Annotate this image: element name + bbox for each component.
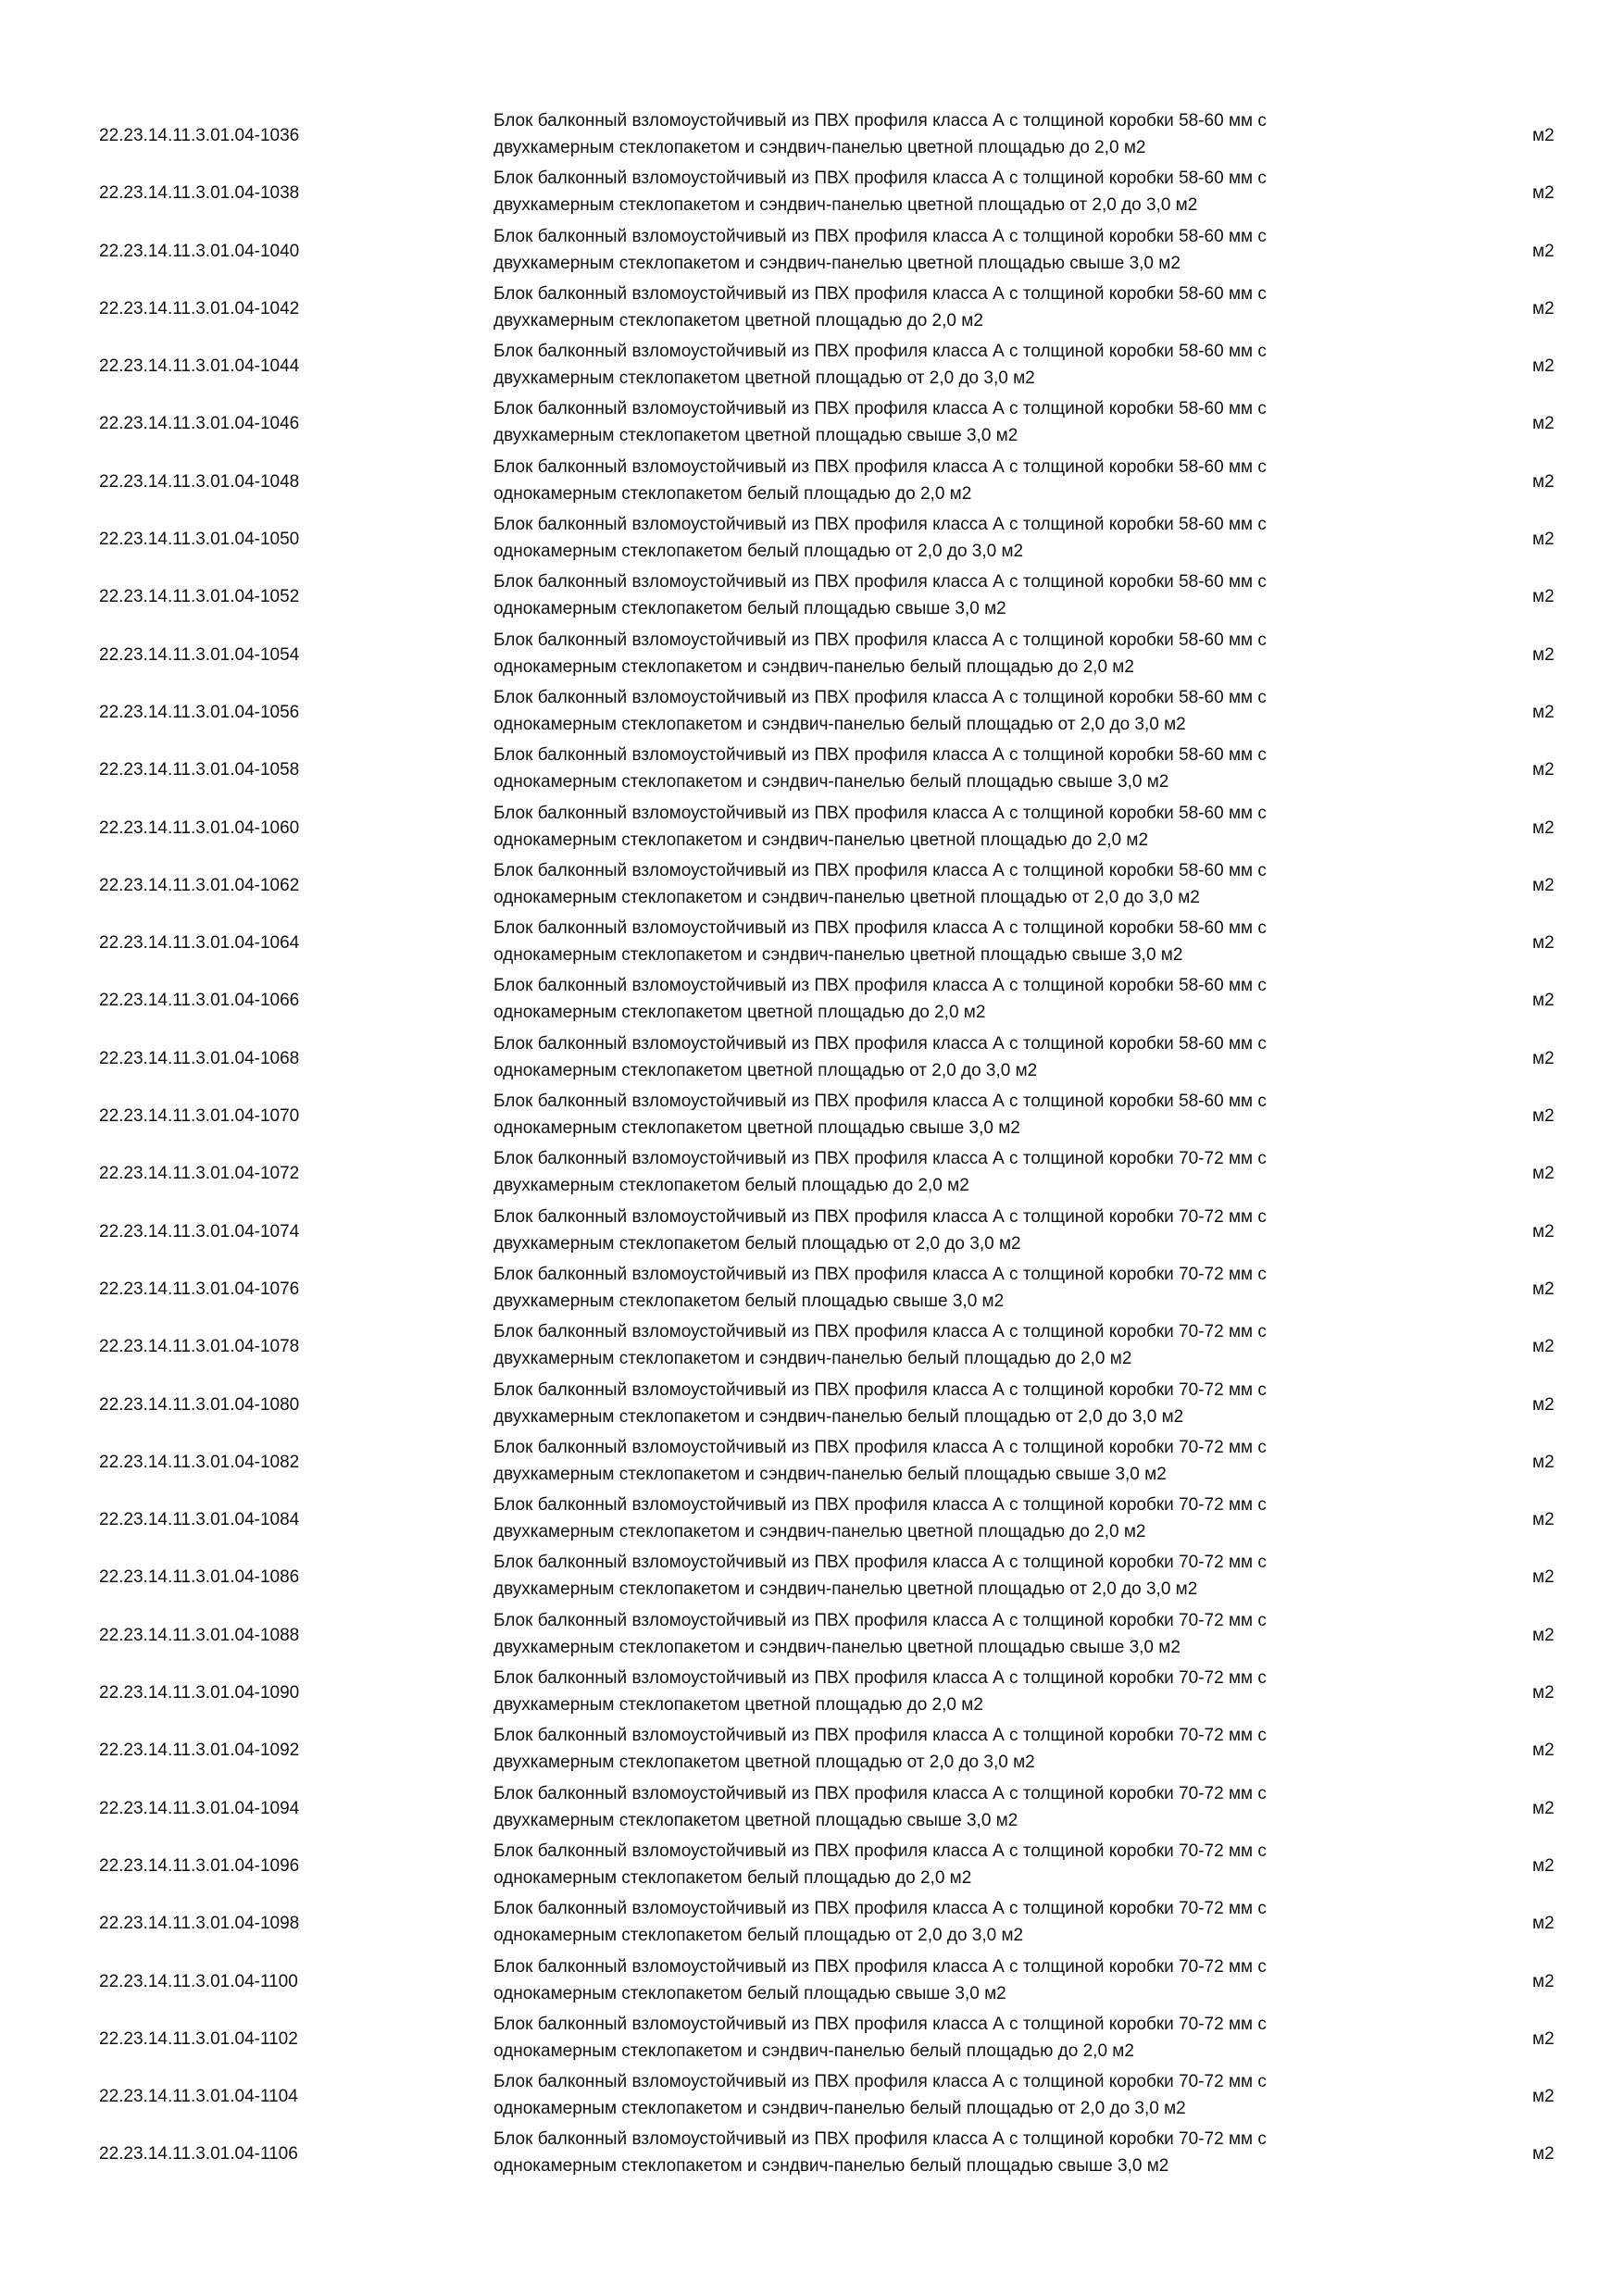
item-description-line-2: однокамерным стеклопакетом и сэндвич-панелью белый площадью до 2,0 м2: [493, 2040, 1134, 2061]
table-row: [0, 566, 1624, 623]
item-description-line-1: Блок балконный взломоустойчивый из ПВХ профиля класса А с толщиной коробки 58-60 мм с: [493, 283, 1267, 304]
item-description-line-1: Блок балконный взломоустойчивый из ПВХ профиля класса А с толщиной коробки 70-72 мм с: [493, 1437, 1267, 1457]
item-description: [493, 1895, 1419, 1949]
item-description-line-2: двухкамерным стеклопакетом и сэндвич-панелью белый площадью от 2,0 до 3,0 м2: [493, 1406, 1184, 1427]
item-description-line-1: Блок балконный взломоустойчивый из ПВХ профиля класса А с толщиной коробки 70-72 мм с: [493, 1841, 1267, 1861]
table-row: [0, 162, 1624, 219]
item-description-line-2: двухкамерным стеклопакетом белый площадью от 2,0 до 3,0 м2: [493, 1233, 1021, 1254]
item-description-line-1: Блок балконный взломоустойчивый из ПВХ профиля класса А с толщиной коробки 70-72 мм с: [493, 1206, 1267, 1227]
item-description-line-1: Блок балконный взломоустойчивый из ПВХ профиля класса А с толщиной коробки 58-60 мм с: [493, 803, 1267, 823]
item-description-line-2: двухкамерным стеклопакетом и сэндвич-панелью цветной площадью от 2,0 до 3,0 м2: [493, 195, 1198, 216]
item-description-line-2: двухкамерным стеклопакетом и сэндвич-панелью цветной площадью от 2,0 до 3,0 м2: [493, 1579, 1198, 1600]
item-code: 22.23.14.11.3.01.04-1086: [99, 1567, 300, 1588]
item-code: 22.23.14.11.3.01.04-1044: [99, 356, 300, 377]
item-unit: м2: [1532, 1741, 1555, 1761]
table-row: [0, 797, 1624, 855]
item-description: [493, 800, 1419, 854]
item-description-line-2: двухкамерным стеклопакетом цветной площадью свыше 3,0 м2: [493, 1810, 1018, 1830]
table-row: [0, 2123, 1624, 2180]
item-code: 22.23.14.11.3.01.04-1058: [99, 760, 300, 780]
item-code: 22.23.14.11.3.01.04-1098: [99, 1914, 300, 1934]
item-description-line-1: Блок балконный взломоустойчивый из ПВХ профиля класса А с толщиной коробки 70-72 мм с: [493, 2129, 1267, 2150]
item-unit: м2: [1532, 1279, 1555, 1299]
item-description-line-1: Блок балконный взломоустойчивый из ПВХ профиля класса А с толщиной коробки 58-60 мм с: [493, 456, 1267, 477]
item-unit: м2: [1532, 1798, 1555, 1818]
table-row: [0, 1604, 1624, 1662]
table-row: [0, 105, 1624, 162]
table-row: [0, 855, 1624, 912]
item-code: 22.23.14.11.3.01.04-1046: [99, 414, 300, 434]
item-description-line-2: однокамерным стеклопакетом и сэндвич-панелью белый площадью свыше 3,0 м2: [493, 772, 1169, 792]
table-row: [0, 1719, 1624, 1777]
item-unit: м2: [1532, 991, 1555, 1011]
item-description: [493, 2011, 1419, 2065]
item-description-line-2: двухкамерным стеклопакетом цветной площадью до 2,0 м2: [493, 310, 983, 331]
item-description-line-1: Блок балконный взломоустойчивый из ПВХ профиля класса А с толщиной коробки 70-72 мм с: [493, 1553, 1267, 1573]
item-code: 22.23.14.11.3.01.04-1040: [99, 241, 300, 261]
item-description-line-1: Блок балконный взломоустойчивый из ПВХ профиля класса А с толщиной коробки 58-60 мм с: [493, 1092, 1267, 1112]
item-description-line-2: однокамерным стеклопакетом и сэндвич-панелью белый площадью от 2,0 до 3,0 м2: [493, 714, 1186, 734]
item-description-line-1: Блок балконный взломоустойчивый из ПВХ профиля класса А с толщиной коробки 58-60 мм с: [493, 168, 1267, 189]
item-code: 22.23.14.11.3.01.04-1106: [99, 2144, 298, 2165]
item-code: 22.23.14.11.3.01.04-1080: [99, 1394, 300, 1415]
item-description-line-1: Блок балконный взломоустойчивый из ПВХ профиля класса А с толщиной коробки 70-72 мм с: [493, 1668, 1267, 1689]
item-code: 22.23.14.11.3.01.04-1078: [99, 1337, 300, 1357]
item-description-line-2: однокамерным стеклопакетом белый площадью от 2,0 до 3,0 м2: [493, 1926, 1024, 1946]
item-code: 22.23.14.11.3.01.04-1104: [99, 2087, 298, 2107]
item-unit: м2: [1532, 414, 1555, 434]
table-row: [0, 912, 1624, 969]
item-description-line-2: однокамерным стеклопакетом и сэндвич-панелью белый площадью до 2,0 м2: [493, 656, 1134, 677]
table-row: [0, 1142, 1624, 1200]
item-description-line-1: Блок балконный взломоустойчивый из ПВХ профиля класса А с толщиной коробки 58-60 мм с: [493, 226, 1267, 246]
item-description: [493, 2068, 1419, 2122]
item-unit: м2: [1532, 471, 1555, 492]
item-description: [493, 1491, 1419, 1545]
item-description-line-1: Блок балконный взломоустойчивый из ПВХ профиля класса А с толщиной коробки 70-72 мм с: [493, 1264, 1267, 1284]
item-description: [493, 742, 1419, 795]
item-description-line-2: двухкамерным стеклопакетом цветной площадью до 2,0 м2: [493, 1695, 983, 1716]
item-description-line-1: Блок балконный взломоустойчивый из ПВХ профиля класса А с толщиной коробки 58-60 мм с: [493, 1033, 1267, 1054]
item-unit: м2: [1532, 1567, 1555, 1588]
item-code: 22.23.14.11.3.01.04-1096: [99, 1855, 300, 1876]
item-code: 22.23.14.11.3.01.04-1056: [99, 702, 300, 722]
table-row: [0, 1489, 1624, 1546]
item-unit: м2: [1532, 126, 1555, 145]
item-code: 22.23.14.11.3.01.04-1074: [99, 1221, 300, 1242]
item-unit: м2: [1532, 933, 1555, 954]
item-description: [493, 1377, 1419, 1430]
item-code: 22.23.14.11.3.01.04-1036: [99, 126, 300, 145]
item-description-line-2: двухкамерным стеклопакетом и сэндвич-панелью цветной площадью до 2,0 м2: [493, 138, 1146, 157]
item-unit: м2: [1532, 1452, 1555, 1472]
table-row: [0, 1835, 1624, 1892]
table-row: [0, 1258, 1624, 1316]
item-unit: м2: [1532, 2028, 1555, 2049]
item-description: [493, 1607, 1419, 1661]
item-description-line-2: двухкамерным стеклопакетом белый площадью свыше 3,0 м2: [493, 1291, 1005, 1311]
item-unit: м2: [1532, 1164, 1555, 1184]
item-description-line-1: Блок балконный взломоустойчивый из ПВХ профиля класса А с толщиной коробки 58-60 мм с: [493, 111, 1267, 131]
item-description-line-1: Блок балконный взломоустойчивый из ПВХ профиля класса А с толщиной коробки 70-72 мм с: [493, 2072, 1267, 2092]
item-code: 22.23.14.11.3.01.04-1042: [99, 298, 300, 318]
item-code: 22.23.14.11.3.01.04-1068: [99, 1048, 300, 1068]
item-description: [493, 1838, 1419, 1891]
item-description-line-2: однокамерным стеклопакетом и сэндвич-панелью цветной площадью до 2,0 м2: [493, 830, 1149, 850]
item-description-line-1: Блок балконный взломоустойчивый из ПВХ профиля класса А с толщиной коробки 70-72 мм с: [493, 1726, 1267, 1746]
item-description-line-1: Блок балконный взломоустойчивый из ПВХ профиля класса А с толщиной коробки 70-72 мм с: [493, 1783, 1267, 1803]
item-description-line-2: двухкамерным стеклопакетом цветной площадью свыше 3,0 м2: [493, 426, 1018, 446]
item-code: 22.23.14.11.3.01.04-1092: [99, 1741, 300, 1761]
item-code: 22.23.14.11.3.01.04-1084: [99, 1510, 300, 1530]
item-description: [493, 1722, 1419, 1776]
item-code: 22.23.14.11.3.01.04-1082: [99, 1452, 300, 1472]
item-description: [493, 627, 1419, 680]
item-description-line-2: однокамерным стеклопакетом белый площадью до 2,0 м2: [493, 1867, 972, 1888]
table-row: [0, 220, 1624, 278]
item-description: [493, 1318, 1419, 1372]
table-row: [0, 1662, 1624, 1719]
item-description: [493, 223, 1419, 277]
table-row: [0, 1778, 1624, 1835]
table-row: [0, 1316, 1624, 1373]
item-code: 22.23.14.11.3.01.04-1054: [99, 644, 300, 665]
item-description-line-2: двухкамерным стеклопакетом и сэндвич-панелью цветной площадью свыше 3,0 м2: [493, 253, 1181, 273]
item-unit: м2: [1532, 241, 1555, 261]
item-code: 22.23.14.11.3.01.04-1038: [99, 183, 300, 204]
item-code: 22.23.14.11.3.01.04-1070: [99, 1106, 300, 1127]
item-code: 22.23.14.11.3.01.04-1052: [99, 587, 300, 607]
item-description-line-1: Блок балконный взломоустойчивый из ПВХ профиля класса А с толщиной коробки 58-60 мм с: [493, 515, 1267, 535]
item-description: [493, 1088, 1419, 1142]
item-unit: м2: [1532, 183, 1555, 204]
item-description: [493, 511, 1419, 565]
item-unit: м2: [1532, 702, 1555, 722]
item-description-line-1: Блок балконный взломоустойчивый из ПВХ профиля класса А с толщиной коробки 70-72 мм с: [493, 1610, 1267, 1630]
item-description: [493, 1953, 1419, 2007]
item-description-line-1: Блок балконный взломоустойчивый из ПВХ профиля класса А с толщиной коробки 70-72 мм с: [493, 1379, 1267, 1400]
item-code: 22.23.14.11.3.01.04-1066: [99, 991, 300, 1011]
item-unit: м2: [1532, 356, 1555, 377]
table-row: [0, 739, 1624, 796]
item-unit: м2: [1532, 1683, 1555, 1703]
item-code: 22.23.14.11.3.01.04-1050: [99, 530, 300, 550]
item-code: 22.23.14.11.3.01.04-1064: [99, 933, 300, 954]
item-description-line-1: Блок балконный взломоустойчивый из ПВХ профиля класса А с толщиной коробки 58-60 мм с: [493, 342, 1267, 362]
item-code: 22.23.14.11.3.01.04-1048: [99, 471, 300, 492]
item-unit: м2: [1532, 644, 1555, 665]
item-unit: м2: [1532, 1855, 1555, 1876]
item-unit: м2: [1532, 1221, 1555, 1242]
item-description-line-1: Блок балконный взломоустойчивый из ПВХ профиля класса А с толщиной коробки 70-72 мм с: [493, 1956, 1267, 1977]
table-row: [0, 1951, 1624, 2008]
table-row: [0, 1374, 1624, 1431]
item-description-line-1: Блок балконный взломоустойчивый из ПВХ профиля класса А с толщиной коробки 70-72 мм с: [493, 2014, 1267, 2034]
table-row: [0, 335, 1624, 393]
table-row: [0, 278, 1624, 335]
item-description: [493, 454, 1419, 507]
item-description-line-1: Блок балконный взломоустойчивый из ПВХ профиля класса А с толщиной коробки 58-60 мм с: [493, 687, 1267, 707]
item-description: [493, 1204, 1419, 1257]
item-unit: м2: [1532, 2144, 1555, 2165]
item-unit: м2: [1532, 530, 1555, 550]
item-description: [493, 1434, 1419, 1488]
item-description-line-2: двухкамерным стеклопакетом цветной площадью от 2,0 до 3,0 м2: [493, 1753, 1035, 1773]
item-description-line-2: однокамерным стеклопакетом и сэндвич-панелью цветной площадью свыше 3,0 м2: [493, 945, 1183, 966]
item-unit: м2: [1532, 1914, 1555, 1934]
item-description: [493, 2126, 1419, 2179]
table-row: [0, 451, 1624, 508]
item-description-line-2: однокамерным стеклопакетом цветной площадью до 2,0 м2: [493, 1003, 986, 1023]
item-description-line-2: однокамерным стеклопакетом и сэндвич-панелью белый площадью свыше 3,0 м2: [493, 2156, 1169, 2177]
item-unit: м2: [1532, 1337, 1555, 1357]
item-description-line-1: Блок балконный взломоустойчивый из ПВХ профиля класса А с толщиной коробки 58-60 мм с: [493, 399, 1267, 419]
item-code: 22.23.14.11.3.01.04-1090: [99, 1683, 300, 1703]
item-code: 22.23.14.11.3.01.04-1062: [99, 875, 300, 895]
item-description-line-2: однокамерным стеклопакетом и сэндвич-панелью цветной площадью от 2,0 до 3,0 м2: [493, 887, 1200, 907]
item-description-line-2: двухкамерным стеклопакетом белый площадью до 2,0 м2: [493, 1176, 969, 1196]
table-row: [0, 1431, 1624, 1489]
item-description: [493, 1261, 1419, 1315]
item-description: [493, 684, 1419, 738]
item-description: [493, 1030, 1419, 1084]
item-description-line-1: Блок балконный взломоустойчивый из ПВХ профиля класса А с толщиной коробки 70-72 мм с: [493, 1899, 1267, 1919]
table-row: [0, 393, 1624, 450]
item-description-line-2: двухкамерным стеклопакетом и сэндвич-панелью цветной площадью свыше 3,0 м2: [493, 1637, 1181, 1657]
item-description: [493, 395, 1419, 449]
item-description-line-1: Блок балконный взломоустойчивый из ПВХ профиля класса А с толщиной коробки 58-60 мм с: [493, 745, 1267, 766]
item-description-line-2: однокамерным стеклопакетом белый площадью свыше 3,0 м2: [493, 599, 1006, 619]
item-description: [493, 338, 1419, 392]
item-unit: м2: [1532, 1394, 1555, 1415]
item-description: [493, 1549, 1419, 1603]
item-description-line-1: Блок балконный взломоустойчивый из ПВХ профиля класса А с толщиной коробки 58-60 мм с: [493, 860, 1267, 880]
item-description-line-2: однокамерным стеклопакетом белый площадью от 2,0 до 3,0 м2: [493, 542, 1024, 562]
table-row: [0, 624, 1624, 681]
item-description: [493, 1665, 1419, 1718]
item-code: 22.23.14.11.3.01.04-1076: [99, 1279, 300, 1299]
table-row: [0, 2065, 1624, 2123]
item-unit: м2: [1532, 875, 1555, 895]
item-description-line-2: двухкамерным стеклопакетом и сэндвич-панелью белый площадью до 2,0 м2: [493, 1349, 1132, 1369]
item-description: [493, 568, 1419, 622]
item-description-line-1: Блок балконный взломоустойчивый из ПВХ профиля класса А с толщиной коробки 58-60 мм с: [493, 572, 1267, 593]
item-description-line-2: однокамерным стеклопакетом цветной площадью от 2,0 до 3,0 м2: [493, 1060, 1038, 1080]
item-description: [493, 915, 1419, 968]
item-description-line-1: Блок балконный взломоустойчивый из ПВХ профиля класса А с толщиной коробки 58-60 мм с: [493, 918, 1267, 939]
item-description-line-1: Блок балконный взломоустойчивый из ПВХ профиля класса А с толщиной коробки 58-60 мм с: [493, 976, 1267, 996]
item-description-line-2: двухкамерным стеклопакетом и сэндвич-панелью цветной площадью до 2,0 м2: [493, 1522, 1146, 1542]
table-row: [0, 1085, 1624, 1142]
item-unit: м2: [1532, 1510, 1555, 1530]
item-description: [493, 857, 1419, 911]
table-row: [0, 1201, 1624, 1258]
table-row: [0, 1028, 1624, 1085]
table-row: [0, 969, 1624, 1027]
item-description: [493, 1780, 1419, 1834]
item-description: [493, 281, 1419, 334]
table-row: [0, 681, 1624, 739]
item-code: 22.23.14.11.3.01.04-1060: [99, 817, 300, 838]
item-unit: м2: [1532, 1048, 1555, 1068]
item-description-line-2: однокамерным стеклопакетом цветной площадью свыше 3,0 м2: [493, 1118, 1020, 1139]
item-description-line-2: однокамерным стеклопакетом и сэндвич-панелью белый площадью от 2,0 до 3,0 м2: [493, 2099, 1186, 2119]
item-description-line-2: однокамерным стеклопакетом белый площадью до 2,0 м2: [493, 483, 972, 504]
item-description: [493, 107, 1419, 161]
item-code: 22.23.14.11.3.01.04-1088: [99, 1625, 300, 1645]
item-description-line-1: Блок балконный взломоустойчивый из ПВХ профиля класса А с толщиной коробки 70-72 мм с: [493, 1149, 1267, 1169]
item-description-line-1: Блок балконный взломоустойчивый из ПВХ профиля класса А с толщиной коробки 70-72 мм с: [493, 1322, 1267, 1342]
catalog-table: [0, 105, 1624, 2181]
item-code: 22.23.14.11.3.01.04-1072: [99, 1164, 300, 1184]
item-description: [493, 972, 1419, 1026]
item-description: [493, 1145, 1419, 1199]
item-description-line-1: Блок балконный взломоустойчивый из ПВХ профиля класса А с толщиной коробки 70-72 мм с: [493, 1495, 1267, 1516]
item-unit: м2: [1532, 1625, 1555, 1645]
item-description-line-1: Блок балконный взломоустойчивый из ПВХ профиля класса А с толщиной коробки 58-60 мм с: [493, 630, 1267, 650]
item-unit: м2: [1532, 1971, 1555, 1991]
item-description: [493, 165, 1419, 218]
item-code: 22.23.14.11.3.01.04-1102: [99, 2028, 298, 2049]
table-row: [0, 2008, 1624, 2065]
item-unit: м2: [1532, 2087, 1555, 2107]
item-unit: м2: [1532, 1106, 1555, 1127]
table-row: [0, 508, 1624, 566]
item-description-line-2: однокамерным стеклопакетом белый площадью свыше 3,0 м2: [493, 1983, 1006, 2003]
table-row: [0, 1892, 1624, 1950]
item-code: 22.23.14.11.3.01.04-1100: [99, 1971, 298, 1991]
item-unit: м2: [1532, 298, 1555, 318]
item-description-line-2: двухкамерным стеклопакетом и сэндвич-панелью белый площадью свыше 3,0 м2: [493, 1464, 1167, 1484]
item-unit: м2: [1532, 587, 1555, 607]
item-unit: м2: [1532, 817, 1555, 838]
table-row: [0, 1546, 1624, 1603]
item-code: 22.23.14.11.3.01.04-1094: [99, 1798, 300, 1818]
item-description-line-2: двухкамерным стеклопакетом цветной площадью от 2,0 до 3,0 м2: [493, 368, 1035, 389]
item-unit: м2: [1532, 760, 1555, 780]
